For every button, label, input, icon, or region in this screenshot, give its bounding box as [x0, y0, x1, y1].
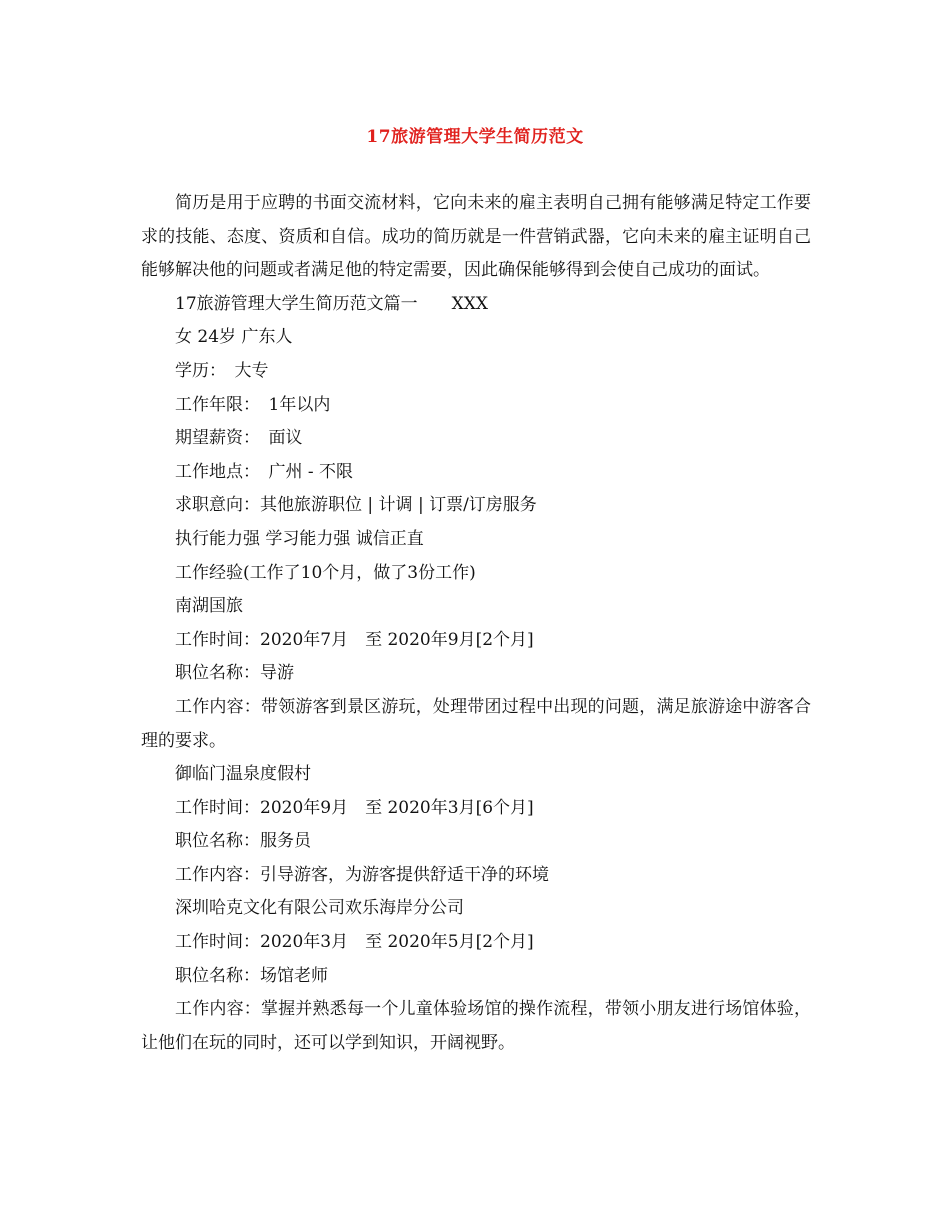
work-period: 工作时间：2020年7月 至 2020年9月[2个月]: [175, 629, 534, 650]
strengths-line: 执行能力强 学习能力强 诚信正直: [175, 528, 424, 549]
company-name: 御临门温泉度假村: [175, 764, 311, 785]
education-line: 学历： 大专: [175, 360, 269, 381]
job-title: 职位名称：导游: [175, 663, 294, 684]
experience-summary: 工作经验(工作了10个月，做了3份工作): [175, 562, 476, 583]
work-period: 工作时间：2020年9月 至 2020年3月[6个月]: [175, 797, 534, 818]
expected-salary-line: 期望薪资： 面议: [175, 428, 303, 449]
job-description: 工作内容：掌握并熟悉每一个儿童体验场馆的操作流程，带领小朋友进行场馆体验，让他们在玩的同时，还可以学到知识，开阔视野。: [141, 999, 811, 1053]
company-name: 南湖国旅: [175, 596, 243, 617]
job-description: 工作内容：引导游客，为游客提供舒适干净的环境: [175, 864, 549, 885]
resume-heading: 17旅游管理大学生简历范文篇一 XXX: [175, 293, 488, 314]
personal-info: 女 24岁 广东人: [175, 327, 293, 348]
document-title: 17旅游管理大学生简历范文: [366, 127, 584, 147]
intro-paragraph: 简历是用于应聘的书面交流材料，它向未来的雇主表明自己拥有能够满足特定工作要求的技能、态度、资质和自信。成功的简历就是一件营销武器，它向未来的雇主证明自己能够解决他的问题或者满足他的特定需要，因此确保能够得到会使自己成功的面试。: [141, 193, 811, 281]
job-intention-line: 求职意向：其他旅游职位 | 计调 | 订票/订房服务: [175, 495, 537, 516]
job-title: 职位名称：场馆老师: [175, 965, 328, 986]
work-period: 工作时间：2020年3月 至 2020年5月[2个月]: [175, 932, 534, 953]
work-years-line: 工作年限： 1年以内: [175, 394, 331, 415]
work-location-line: 工作地点： 广州 - 不限: [175, 461, 354, 482]
company-name: 深圳哈克文化有限公司欢乐海岸分公司: [175, 898, 464, 919]
document-body: [141, 187, 811, 1060]
job-description: 工作内容：带领游客到景区游玩，处理带团过程中出现的问题，满足旅游途中游客合理的要求。: [141, 696, 811, 751]
job-title: 职位名称：服务员: [175, 831, 311, 852]
